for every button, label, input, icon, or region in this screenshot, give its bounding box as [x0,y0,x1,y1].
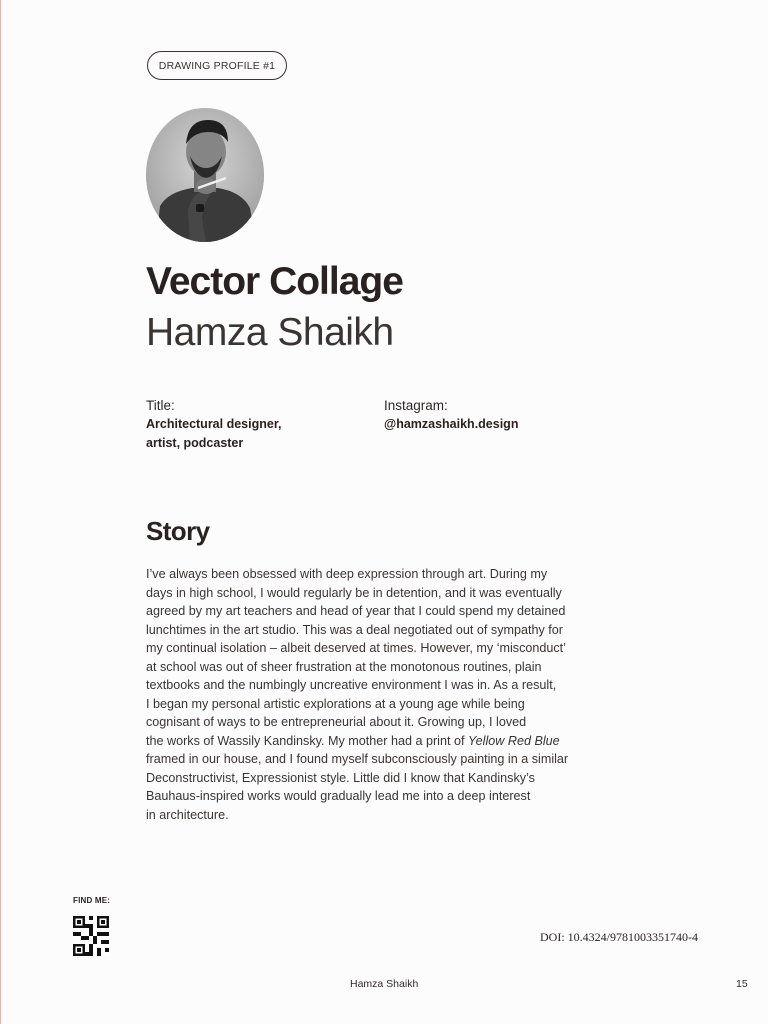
qr-code-icon[interactable] [73,916,109,956]
story-line: Bauhaus-inspired works would gradually lead me into a deep interest [146,789,531,803]
instagram-handle: @hamzashaikh.design [384,417,519,431]
story-line: lunchtimes in the art studio. This was a deal negotiated out of sympathy for [146,622,563,637]
portrait-photo-icon [146,108,264,242]
title-value-line-2: artist, podcaster [146,436,244,450]
story-line: I’ve always been obsessed with deep expression through art. During my [146,567,548,581]
story-line: cognisant of ways to be entrepreneurial about it. Growing up, I loved [146,715,527,729]
story-line: agreed by my art teachers and head of year that I could spend my detained [146,604,566,618]
story-line [146,732,596,751]
title-value-line-1: Architectural designer, [146,417,282,431]
story-line: in architecture. [146,807,229,822]
drawing-profile-badge [147,51,287,80]
story-line: my continual isolation – albeit deserved at times. However, my ‘misconduct’ [146,641,566,655]
instagram-label: Instagram: [384,398,448,413]
author-name: Hamza Shaikh [146,311,394,354]
story-line: Deconstructivist, Expressionist style. Little did I know that Kandinsky’s [146,770,535,785]
drawing-profile-badge-label: DRAWING PROFILE #1 [158,59,276,72]
story-line: days in high school, I would regularly be in detention, and it was eventually [146,585,562,600]
story-body [146,565,596,824]
story-line: framed in our house, and I found myself subconsciously painting in a similar [146,752,569,766]
page-number: 15 [736,978,748,990]
story-line-text: the works of Wassily Kandinsky. My mother had a print of [146,733,465,748]
footer-author: Hamza Shaikh [350,978,419,990]
doi-reference: DOI: 10.4324/9781003351740-4 [540,930,698,944]
story-line: at school was out of sheer frustration at the monotonous routines, plain [146,659,542,674]
artwork-title: Yellow Red Blue [467,733,560,748]
find-me-label: FIND ME: [73,896,111,905]
page-edge-line [0,0,1,1024]
story-heading: Story [146,516,210,546]
story-line: textbooks and the numbingly uncreative environment I was in. As a result, [146,678,557,692]
page-title: Vector Collage [146,260,403,303]
story-line: I began my personal artistic explorations at a young age while being [146,696,525,711]
author-portrait [146,108,264,242]
title-label: Title: [146,398,175,413]
qr-code-graphic [73,916,109,956]
